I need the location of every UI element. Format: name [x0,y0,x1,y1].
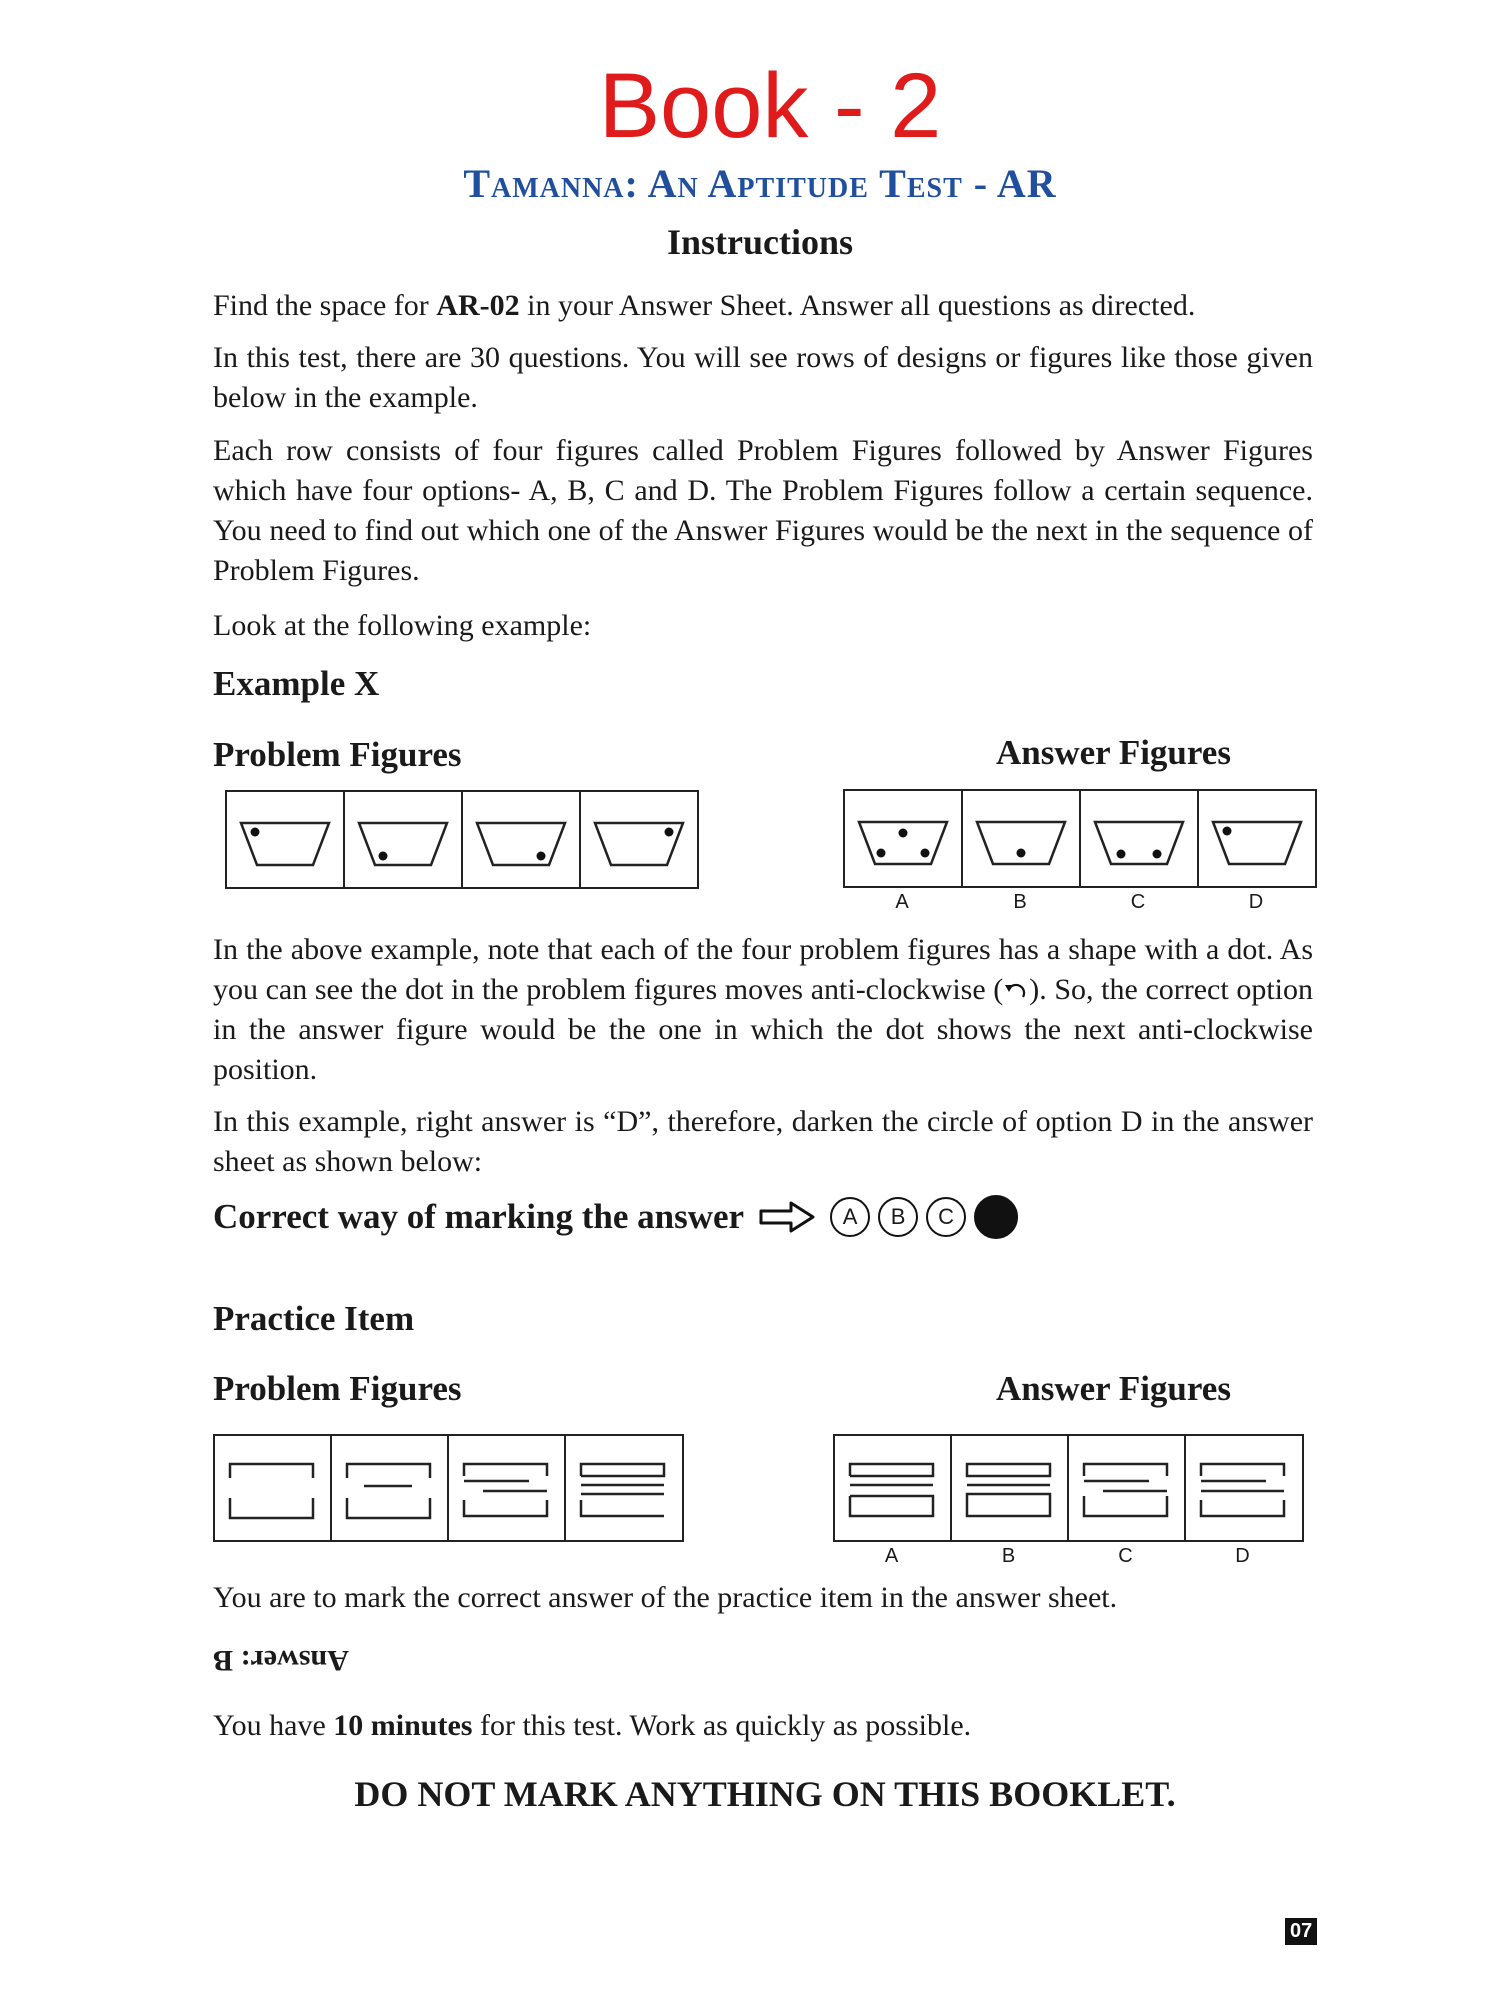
option-label: C [1118,1545,1133,1567]
example-answer-figures [843,789,1317,888]
bracket-lines-figure [835,1436,950,1540]
bracket-lines-figure [449,1436,564,1540]
practice-answer-heading: Answer Figures [996,1369,1231,1408]
practice-answer-option-a [835,1436,952,1540]
option-label: D [1235,1545,1250,1567]
example-problem-figure [463,792,581,887]
example-problem-figures [225,790,699,889]
practice-problem-figure [449,1436,566,1540]
bracket-lines-figure [1186,1436,1300,1540]
p8-time: 10 minutes [333,1709,473,1742]
bracket-lines-figure [215,1436,330,1540]
practice-option-labels [833,1545,1301,1568]
practice-answer-figures [833,1434,1304,1542]
practice-answer-option-b [952,1436,1069,1540]
trapezoid-dot-figure [345,792,461,887]
paragraph-explanation: Each row consists of four figures called Problem Figures followed by Answer Figures which have four options- A, B, C and D. The Problem Figures follow a certain sequence. You need to find out which one of the Answer Figures would be the next in the sequence of Problem Figures. [213,434,1313,587]
trapezoid-dot-figure [1081,791,1197,886]
p1-code: AR-02 [436,289,520,322]
example-problem-figure [345,792,463,887]
paragraph-look: Look at the following example: [213,609,592,642]
option-label: A [884,1545,899,1567]
bubble-option-a: A [830,1197,870,1237]
practice-problem-figure [215,1436,332,1540]
example-problem-heading: Problem Figures [213,735,462,774]
example-answer-heading: Answer Figures [996,733,1231,772]
p1-text: Find the space for [213,289,437,322]
marking-example [213,1195,1026,1239]
arrow-right-icon [758,1200,816,1234]
example-answer-option-a [845,791,963,886]
practice-problem-figures [213,1434,684,1542]
option-label: A [895,891,909,913]
marking-label: Correct way of marking the answer [213,1197,745,1236]
bracket-lines-figure [566,1436,680,1540]
option-label: C [1130,891,1146,913]
practice-problem-figure [332,1436,449,1540]
example-answer-option-c [1081,791,1199,886]
bracket-lines-figure [332,1436,447,1540]
paragraph-answer-sheet [213,286,1313,326]
p8-text: You have [213,1709,334,1742]
bracket-lines-figure [952,1436,1067,1540]
warning-text: DO NOT MARK ANYTHING ON THIS BOOKLET. [354,1774,1176,1814]
example-option-labels [843,891,1317,914]
example-problem-figure [581,792,697,887]
p1-text-end: in your Answer Sheet. Answer all questions as directed. [519,289,1196,322]
practice-answer-option-d [1186,1436,1300,1540]
option-label: D [1248,891,1264,913]
test-subtitle: Tamanna: An Aptitude Test - AR [463,161,1057,206]
trapezoid-dot-figure [581,792,697,887]
example-heading: Example X [213,664,380,703]
trapezoid-dot-figure [963,791,1079,886]
trapezoid-dot-figure [227,792,343,887]
bubble-option-b: B [878,1197,918,1237]
option-label: B [1001,1545,1016,1567]
p5-text-end: ). So, the correct option in the answer figure would be the one in which the dot shows the next anti-clockwise position. [213,973,1314,1086]
option-label: B [1013,891,1027,913]
example-answer-option-d [1199,791,1315,886]
bubble-option-d-filled [974,1195,1018,1239]
paragraph-answer-d: In this example, right answer is “D”, therefore, darken the circle of option D in the answer sheet as shown below: [213,1105,1313,1178]
trapezoid-dot-figure [1199,791,1315,886]
practice-answer-option-c [1069,1436,1186,1540]
page-number: 07 [1285,1918,1317,1945]
paragraph-time-limit [213,1706,1313,1746]
bubble-option-c: C [926,1197,966,1237]
anticlockwise-arrow-icon [1003,979,1029,1001]
book-title: Book - 2 [598,55,942,157]
example-problem-figure [227,792,345,887]
bracket-lines-figure [1069,1436,1184,1540]
practice-problem-figure [566,1436,680,1540]
p5-text: In the above example, note that each of the four problem figures has a shape with a dot. As you can see the dot in the problem figures moves anti-clockwise ( [213,933,1313,1006]
paragraph-question-count: In this test, there are 30 questions. You will see rows of designs or figures like those given below in the example. [213,341,1313,414]
practice-answer-inverted: Answer: B [213,1644,349,1677]
instructions-heading: Instructions [666,222,854,262]
example-answer-option-b [963,791,1081,886]
trapezoid-dot-figure [845,791,961,886]
practice-heading: Practice Item [213,1299,415,1338]
paragraph-example-explanation [213,930,1313,1090]
trapezoid-dot-figure [463,792,579,887]
practice-problem-heading: Problem Figures [213,1369,462,1408]
paragraph-practice-instruction: You are to mark the correct answer of the practice item in the answer sheet. [213,1581,1118,1614]
p8-text-end: for this test. Work as quickly as possible. [472,1709,972,1742]
